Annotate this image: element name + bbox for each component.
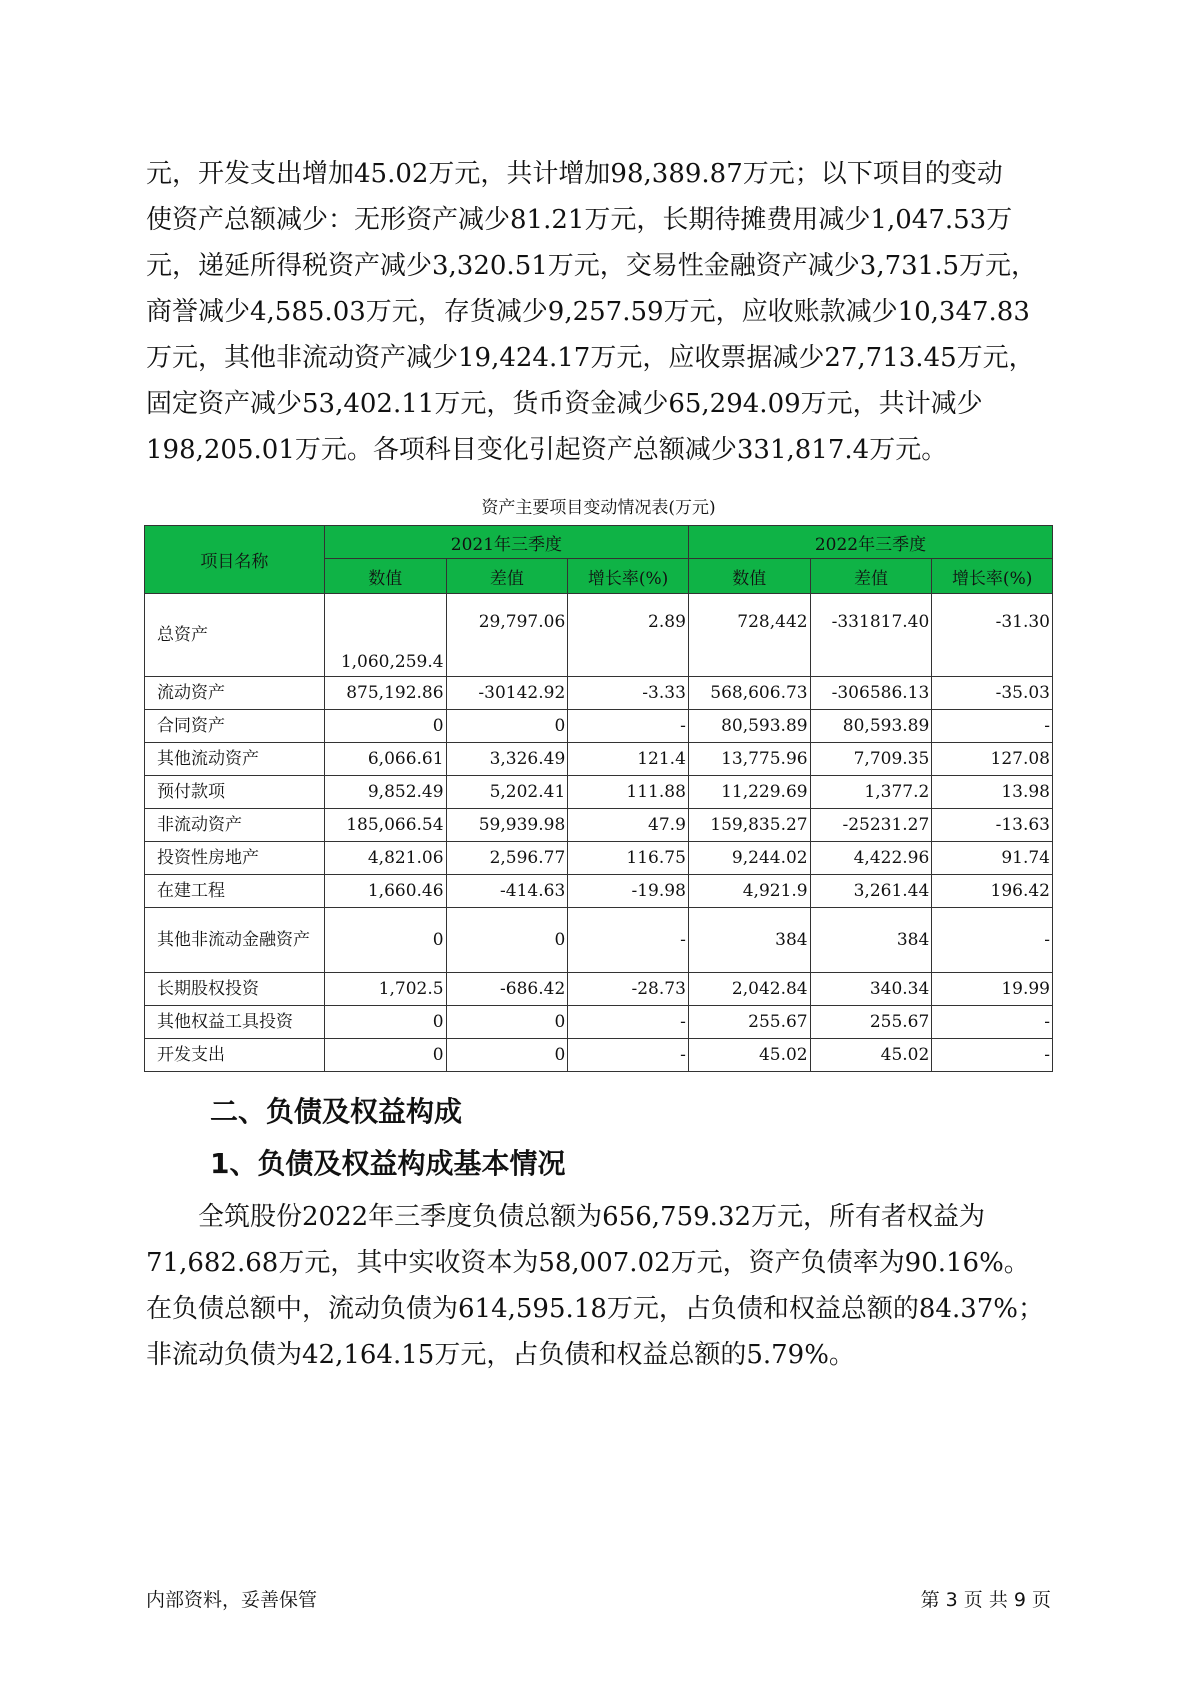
cell-growth: - [932,1006,1053,1039]
cell-diff: -414.63 [446,875,568,908]
row-name: 预付款项 [145,776,325,809]
footer-confidential-note: 内部资料，妥善保管 [146,1589,318,1611]
cell-diff: 2,596.77 [446,842,568,875]
cell-value: 255.67 [688,1006,810,1039]
cell-growth: - [568,1006,689,1039]
row-name: 长期股权投资 [145,973,325,1006]
cell-growth: - [932,710,1053,743]
cell-value: 159,835.27 [688,809,810,842]
table-caption: 资产主要项目变动情况表(万元) [481,498,716,518]
row-name: 开发支出 [145,1039,325,1072]
header-item-name: 项目名称 [145,526,325,594]
cell-diff: -686.42 [446,973,568,1006]
cell-value: 1,702.5 [324,973,446,1006]
cell-growth: - [568,908,689,973]
paragraph-line: 元，递延所得税资产减少3,320.51万元，交易性金融资产减少3,731.5万元， [146,251,1038,281]
cell-diff: 80,593.89 [810,710,932,743]
paragraph-line: 71,682.68万元，其中实收资本为58,007.02万元，资产负债率为90.16%。 [146,1248,1030,1278]
cell-value: 1,060,259.4 [324,594,446,677]
row-name: 非流动资产 [145,809,325,842]
cell-diff: 1,377.2 [810,776,932,809]
paragraph-line: 非流动负债为42,164.15万元，占负债和权益总额的5.79%。 [146,1340,855,1370]
cell-value: 2,042.84 [688,973,810,1006]
cell-value: 1,660.46 [324,875,446,908]
table-row [145,677,1053,710]
paragraph-line: 固定资产减少53,402.11万元，货币资金减少65,294.09万元，共计减少 [146,389,983,419]
cell-diff: 0 [446,1006,568,1039]
header-value: 数值 [688,559,810,594]
table-row [145,973,1053,1006]
paragraph-line: 商誉减少4,585.03万元，存货减少9,257.59万元，应收账款减少10,347.83 [146,297,1030,327]
header-period-2021: 2021年三季度 [324,526,688,559]
cell-growth: 196.42 [932,875,1053,908]
paragraph-line: 元，开发支出增加45.02万元，共计增加98,389.87万元；以下项目的变动 [146,159,1003,189]
table-row [145,1006,1053,1039]
sub-heading: 1、负债及权益构成基本情况 [210,1147,566,1180]
cell-value: 4,821.06 [324,842,446,875]
cell-diff: 7,709.35 [810,743,932,776]
paragraph-line: 在负债总额中，流动负债为614,595.18万元，占负债和权益总额的84.37%； [146,1294,1045,1324]
row-name: 在建工程 [145,875,325,908]
table-row [145,776,1053,809]
cell-value: 11,229.69 [688,776,810,809]
cell-growth: -19.98 [568,875,689,908]
table-row [145,594,1053,677]
cell-growth: 2.89 [568,594,689,677]
cell-diff: 3,261.44 [810,875,932,908]
row-name: 流动资产 [145,677,325,710]
cell-value: 80,593.89 [688,710,810,743]
row-name: 投资性房地产 [145,842,325,875]
cell-value: 0 [324,1039,446,1072]
header-diff: 差值 [446,559,568,594]
paragraph-line: 万元，其他非流动资产减少19,424.17万元，应收票据减少27,713.45万元， [146,343,1035,373]
header-diff: 差值 [810,559,932,594]
row-name: 其他权益工具投资 [145,1006,325,1039]
cell-growth: 127.08 [932,743,1053,776]
cell-diff: 0 [446,710,568,743]
cell-growth: -28.73 [568,973,689,1006]
cell-diff: 0 [446,908,568,973]
section-heading: 二、负债及权益构成 [210,1095,463,1128]
cell-diff: -30142.92 [446,677,568,710]
cell-diff: -306586.13 [810,677,932,710]
cell-value: 9,852.49 [324,776,446,809]
paragraph-line: 全筑股份2022年三季度负债总额为656,759.32万元，所有者权益为 [146,1202,986,1232]
cell-diff: 3,326.49 [446,743,568,776]
cell-diff: 59,939.98 [446,809,568,842]
cell-growth: - [932,908,1053,973]
cell-value: 0 [324,908,446,973]
header-growth: 增长率(%) [568,559,689,594]
asset-change-table [144,525,1053,1072]
cell-value: 0 [324,710,446,743]
cell-growth: 47.9 [568,809,689,842]
cell-value: 0 [324,1006,446,1039]
body-paragraph-2 [146,1194,1051,1378]
cell-growth: 111.88 [568,776,689,809]
header-value: 数值 [324,559,446,594]
cell-value: 728,442 [688,594,810,677]
cell-diff: 384 [810,908,932,973]
cell-value: 384 [688,908,810,973]
row-name: 总资产 [145,594,325,677]
row-name: 合同资产 [145,710,325,743]
cell-growth: 19.99 [932,973,1053,1006]
cell-growth: 13.98 [932,776,1053,809]
table-row [145,743,1053,776]
cell-growth: -13.63 [932,809,1053,842]
table-row [145,710,1053,743]
cell-diff: -331817.40 [810,594,932,677]
cell-value: 9,244.02 [688,842,810,875]
row-name: 其他非流动金融资产 [145,908,325,973]
cell-value: 568,606.73 [688,677,810,710]
cell-growth: - [932,1039,1053,1072]
cell-diff: 5,202.41 [446,776,568,809]
cell-value: 4,921.9 [688,875,810,908]
table-row [145,842,1053,875]
paragraph-line: 198,205.01万元。各项科目变化引起资产总额减少331,817.4万元。 [146,435,948,465]
cell-value: 185,066.54 [324,809,446,842]
cell-value: 6,066.61 [324,743,446,776]
cell-growth: -3.33 [568,677,689,710]
cell-growth: -31.30 [932,594,1053,677]
paragraph-line: 使资产总额减少：无形资产减少81.21万元，长期待摊费用减少1,047.53万 [146,205,1013,235]
cell-growth: - [568,710,689,743]
table-row [145,809,1053,842]
table-row [145,908,1053,973]
cell-value: 875,192.86 [324,677,446,710]
header-period-2022: 2022年三季度 [688,526,1052,559]
footer-page-number: 第 3 页 共 9 页 [920,1589,1051,1611]
cell-diff: -25231.27 [810,809,932,842]
cell-diff: 340.34 [810,973,932,1006]
cell-diff: 4,422.96 [810,842,932,875]
cell-growth: 121.4 [568,743,689,776]
cell-growth: 91.74 [932,842,1053,875]
table-row [145,875,1053,908]
row-name: 其他流动资产 [145,743,325,776]
cell-growth: 116.75 [568,842,689,875]
cell-growth: - [568,1039,689,1072]
body-paragraph-1 [146,151,1051,473]
cell-diff: 255.67 [810,1006,932,1039]
cell-diff: 29,797.06 [446,594,568,677]
cell-diff: 45.02 [810,1039,932,1072]
cell-value: 45.02 [688,1039,810,1072]
table-row [145,1039,1053,1072]
cell-value: 13,775.96 [688,743,810,776]
cell-growth: -35.03 [932,677,1053,710]
header-growth: 增长率(%) [932,559,1053,594]
cell-diff: 0 [446,1039,568,1072]
